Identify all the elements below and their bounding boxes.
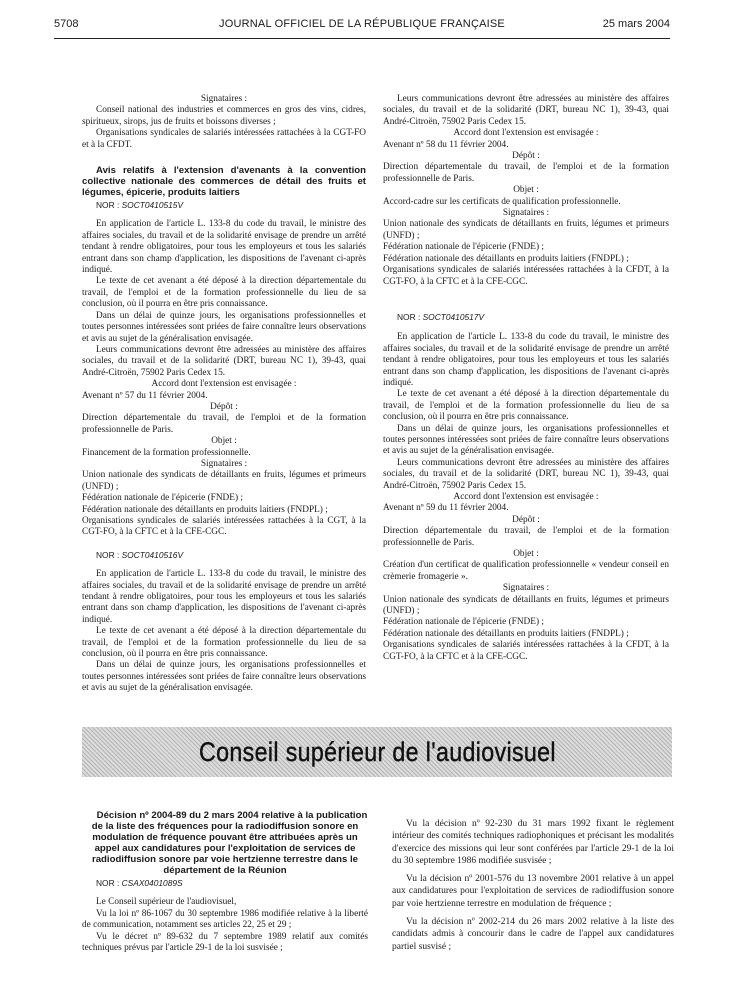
- page-header: [54, 18, 670, 36]
- signataire: Organisations syndicales de salariés intéressées rattachées à la CFDT, à la CGT-FO, à la CFTC et à la CFE-CGC.: [383, 265, 669, 287]
- paragraph: En application de l'article L. 133-8 du code du travail, le ministre des affaires sociales, du travail et de la solidarité envisage de prendre un arrêté tendant à rendre obligatoires, pour tous les employeurs et tous les salariés entrant dans son champ d'application, les dispositions de l'avenant ci-après indiqué.: [82, 219, 366, 276]
- nor-reference: [82, 200, 366, 211]
- avenant-line: Avenant nº 58 du 11 février 2004.: [383, 139, 509, 150]
- paragraph: Le texte de cet avenant a été déposé à la direction départementale du travail, de l'emploi et de la formation professionnelle du lieu de sa conclusion, où il pourra en être pris connaissance.: [82, 626, 366, 660]
- signataire: Union nationale des syndicats de détaillants en fruits, légumes et primeurs (UNFD) ;: [383, 594, 669, 617]
- paragraph: Vu la décision nº 92-230 du 31 mars 1992 fixant le règlement intérieur des comités techniques radiophoniques et précisant les modalités d'exercice des missions qui leur sont conférées par l'article 29-1 de la loi du 30 septembre 1986 modifiée susvisée ;: [392, 819, 674, 866]
- header-divider: [54, 38, 670, 39]
- objet-label: Objet :: [513, 549, 539, 560]
- signataire: Fédération nationale des détaillants en produits laitiers (FNDPL) ;: [82, 504, 328, 515]
- paragraph: En application de l'article L. 133-8 du code du travail, le ministre des affaires sociales, du travail et de la solidarité envisage de prendre un arrêté tendant à rendre obligatoires, pour tous les employeurs et tous les salariés entrant dans son champ d'application, les dispositions de l'avenant ci-après indiqué.: [383, 332, 669, 388]
- accord-label: Accord dont l'extension est envisagée :: [453, 492, 599, 502]
- decision-title: Décision nº 2004-89 du 2 mars 2004 relative à la publication de la liste des fréquences pour la radiodiffusion sonore en modulation de fréquence pouvant être attribuées après un appel aux candidatures pour l'exploitation de services de radiodiffusion sonore par voie hertzienne terrestre dans le département de la Réunion: [91, 810, 368, 876]
- journal-title: JOURNAL OFFICIEL DE LA RÉPUBLIQUE FRANÇAISE: [219, 18, 505, 30]
- paragraph: Dans un délai de quinze jours, les organisations professionnelles et toutes personnes intéressées sont priées de faire connaître leurs observations et avis au sujet de la généralisation envisagée.: [82, 310, 366, 344]
- paragraph: Leurs communications devront être adressées au ministère des affaires sociales, du travail et de la solidarité (DRT, bureau NC 1), 39-43, quai André-Citroën, 75902 Paris Cedex 15.: [82, 344, 366, 378]
- page-number: 5708: [54, 18, 79, 30]
- paragraph: Conseil national des industries et commerces en gros des vins, cidres, spiritueux, sirops, jus de fruits et boissons diverses ;: [82, 105, 366, 127]
- paragraph: Dans un délai de quinze jours, les organisations professionnelles et toutes personnes intéressées sont priées de faire connaître leurs observations et avis au sujet de la généralisation envisagée.: [383, 423, 669, 457]
- accord-label: Accord dont l'extension est envisagée :: [151, 379, 297, 390]
- banner-title: Conseil supérieur de l'audiovisuel: [198, 736, 556, 767]
- paragraph: Vu la loi nº 86-1067 du 30 septembre 1986 modifiée relative à la liberté de communication, notamment ses articles 22, 25 et 29 ;: [82, 908, 368, 931]
- paragraph: Vu la décision nº 2001-576 du 13 novembre 2001 relative à un appel aux candidatures pour l'exploitation de services de radiodiffusion sonore par voie hertzienne terrestre en modulation de fréquence ;: [392, 874, 674, 909]
- paragraph: Vu le décret nº 89-632 du 7 septembre 1989 relatif aux comités techniques prévus par l'article 29-1 de la loi susvisée ;: [82, 931, 368, 954]
- nor-label: NOR :: [96, 200, 122, 211]
- nor-reference: [82, 550, 366, 561]
- nor-label: NOR :: [96, 878, 122, 888]
- signataires-label: Signataires :: [502, 583, 550, 594]
- nor-code: CSAX0401089S: [121, 878, 183, 888]
- accord-label: Accord dont l'extension est envisagée :: [453, 128, 599, 139]
- signataire: Organisations syndicales de salariés intéressées rattachées à la CFDT, à la CGT-FO, à la CFTC et à la CFE-CGC.: [383, 640, 669, 662]
- signataire: Union nationale des syndicats de détaillants en fruits, légumes et primeurs (UNFD) ;: [383, 219, 669, 241]
- paragraph: Leurs communications devront être adressées au ministère des affaires sociales, du travail et de la solidarité (DRT, bureau NC 1), 39-43, quai André-Citroën, 75902 Paris Cedex 15.: [383, 457, 669, 491]
- nor-code: SOCT0410516V: [121, 549, 184, 560]
- column-right-top: [383, 94, 669, 663]
- signataire: Union nationale des syndicats de détaillants en fruits, légumes et primeurs (UNFD) ;: [82, 470, 366, 492]
- section-banner: [82, 727, 672, 777]
- nor-label: NOR :: [397, 311, 423, 322]
- depot-text: Direction départementale du travail, de l'emploi et de la formation professionnelle de Paris.: [82, 413, 366, 435]
- nor-reference: [82, 878, 368, 889]
- depot-label: Dépôt :: [512, 514, 540, 525]
- signataires-label: Signataires :: [200, 458, 248, 469]
- column-right-bottom: [392, 818, 674, 953]
- section-title: Avis relatifs à l'extension d'avenants à la convention collective nationale des commerces de détail des fruits et légumes, épicerie, produits laitiers: [82, 165, 366, 199]
- signataires-label: Signataires :: [200, 94, 248, 104]
- depot-label: Dépôt :: [512, 151, 540, 162]
- depot-label: Dépôt :: [210, 401, 238, 412]
- signataire: Fédération nationale de l'épicerie (FNDE) ;: [82, 493, 243, 504]
- depot-text: Direction départementale du travail, de l'emploi et de la formation professionnelle de Paris.: [383, 162, 669, 184]
- nor-code: SOCT0410517V: [422, 311, 485, 322]
- paragraph: Leurs communications devront être adressées au ministère des affaires sociales, du travail et de la solidarité (DRT, bureau NC 1), 39-43, quai André-Citroën, 75902 Paris Cedex 15.: [383, 94, 669, 127]
- objet-label: Objet :: [513, 185, 539, 196]
- column-left-bottom: [82, 810, 368, 954]
- signataire: Fédération nationale des détaillants en produits laitiers (FNDPL) ;: [383, 628, 629, 639]
- objet-text: Financement de la formation professionnelle.: [82, 447, 251, 458]
- paragraph: Organisations syndicales de salariés intéressées rattachées à la CGT-FO et à la CFDT.: [82, 128, 366, 150]
- nor-code: SOCT0410515V: [121, 200, 184, 211]
- paragraph: Le texte de cet avenant a été déposé à la direction départementale du travail, de l'emploi et de la formation professionnelle du lieu de sa conclusion, où il pourra en être pris connaissance.: [383, 389, 669, 423]
- issue-date: 25 mars 2004: [602, 18, 670, 30]
- signataire: Fédération nationale des détaillants en produits laitiers (FNDPL) ;: [383, 253, 629, 264]
- objet-text: Création d'un certificat de qualification professionnelle « vendeur conseil en crèmerie fromagerie ».: [383, 560, 669, 582]
- avenant-line: Avenant nº 59 du 11 février 2004.: [383, 503, 509, 514]
- paragraph: Vu la décision nº 2002-214 du 26 mars 2002 relative à la liste des candidats admis à concourir dans le cadre de l'appel aux candidatures partiel susvisé ;: [392, 917, 674, 952]
- nor-label: NOR :: [96, 549, 122, 560]
- avenant-line: Avenant nº 57 du 11 février 2004.: [82, 390, 208, 401]
- signataire: Fédération nationale de l'épicerie (FNDE) ;: [383, 617, 544, 628]
- column-left-top: [82, 94, 366, 695]
- nor-reference: [383, 312, 669, 323]
- signataires-label: Signataires :: [502, 208, 550, 219]
- paragraph: Le texte de cet avenant a été déposé à la direction départementale du travail, de l'emploi et de la formation professionnelle du lieu de sa conclusion, où il pourra en être pris connaissance.: [82, 276, 366, 310]
- paragraph: En application de l'article L. 133-8 du code du travail, le ministre des affaires sociales, du travail et de la solidarité envisage de prendre un arrêté tendant à rendre obligatoires, pour tous les employeurs et tous les salariés entrant dans son champ d'application, les dispositions de l'avenant ci-après indiqué.: [82, 569, 366, 625]
- paragraph: Le Conseil supérieur de l'audiovisuel,: [96, 897, 237, 908]
- paragraph: Dans un délai de quinze jours, les organisations professionnelles et toutes personnes intéressées sont priées de faire connaître leurs observations et avis au sujet de la généralisation envisagée.: [82, 660, 366, 694]
- signataire: Organisations syndicales de salariés intéressées rattachées à la CGT, à la CGT-FO, à la CFTC et à la CFE-CGC.: [82, 516, 366, 538]
- signataire: Fédération nationale de l'épicerie (FNDE) ;: [383, 242, 544, 253]
- objet-text: Accord-cadre sur les certificats de qualification professionnelle.: [383, 196, 621, 207]
- depot-text: Direction départementale du travail, de l'emploi et de la formation professionnelle de Paris.: [383, 526, 669, 548]
- objet-label: Objet :: [211, 436, 237, 447]
